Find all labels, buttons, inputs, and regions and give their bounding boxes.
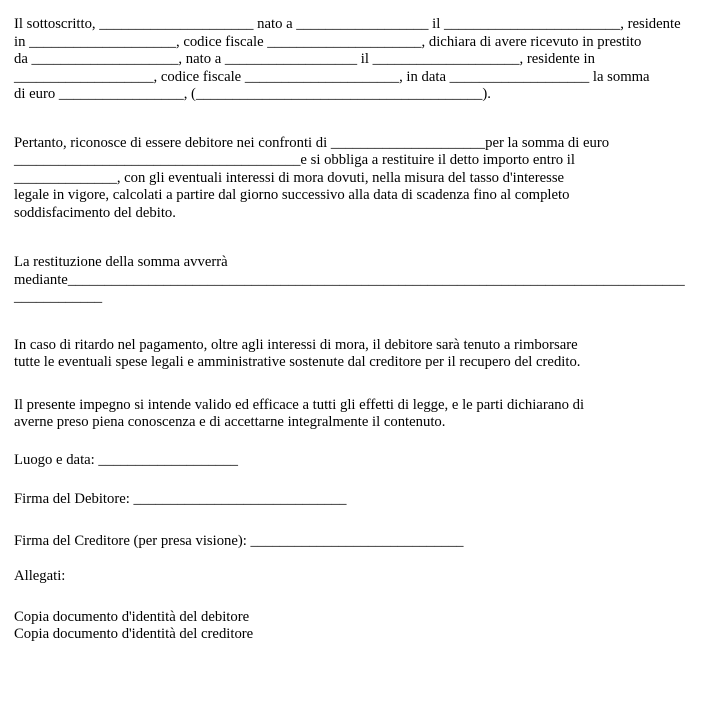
paragraph-repayment-method — [14, 254, 693, 307]
text-line: In caso di ritardo nel pagamento, oltre agli interessi di mora, il debitore sarà tenuto a rimborsare — [14, 336, 578, 353]
creditor-signature-line — [14, 533, 693, 551]
paragraph-late-payment — [14, 337, 693, 372]
attachments-list — [14, 609, 693, 644]
text-line: in ____________________, codice fiscale _____________________, dichiara di avere ricevuto in prestito — [14, 33, 642, 50]
text-line: soddisfacimento del debito. — [14, 204, 176, 221]
text-line: Firma del Creditore (per presa visione): _____________________________ — [14, 532, 464, 549]
repayment-method-blank-line: ____________ — [14, 289, 103, 305]
attachment-item: Copia documento d'identità del debitore — [14, 608, 250, 625]
text-line: La restituzione della somma avverrà — [14, 254, 228, 270]
paragraph-validity — [14, 397, 693, 432]
text-line: averne preso piena conoscenza e di accettarne integralmente il contenuto. — [14, 414, 446, 430]
text-line: Il sottoscritto, _____________________ nato a __________________ il ________________________, residente — [14, 16, 681, 32]
text-line: _______________________________________e si obbliga a restituire il detto importo entro il — [14, 152, 575, 168]
text-line: tutte le eventuali spese legali e amministrative sostenute dal creditore per il recupero del credito. — [14, 354, 581, 370]
text-line: Luogo e data: ___________________ — [14, 451, 238, 468]
text-line: Il presente impegno si intende valido ed efficace a tutti gli effetti di legge, e le parti dichiarano di — [14, 396, 585, 413]
text-line: ______________, con gli eventuali interessi di mora dovuti, nella misura del tasso d'interesse — [14, 169, 565, 186]
text-line: Firma del Debitore: _____________________________ — [14, 491, 347, 507]
text-line: Pertanto, riconosce di essere debitore nei confronti di _____________________per la somma di euro — [14, 134, 610, 151]
attachment-item: Copia documento d'identità del creditore — [14, 626, 254, 642]
place-and-date-line — [14, 452, 693, 470]
repayment-method-blank-line: mediante____________________________________________________________________________________ — [14, 271, 685, 288]
text-line: da ____________________, nato a __________________ il ____________________, residente in — [14, 51, 595, 67]
attachments-heading — [14, 568, 693, 586]
text-line: Allegati: — [14, 568, 66, 584]
debtor-signature-line — [14, 491, 693, 509]
paragraph-debt-acknowledgment — [14, 135, 693, 223]
paragraph-intro — [14, 16, 693, 104]
text-line: legale in vigore, calcolati a partire dal giorno successivo alla data di scadenza fino al completo — [14, 187, 570, 203]
text-line: di euro _________________, (_______________________________________). — [14, 86, 491, 102]
text-line: ___________________, codice fiscale _____________________, in data ___________________ la somma — [14, 68, 650, 85]
document-body — [14, 16, 693, 644]
